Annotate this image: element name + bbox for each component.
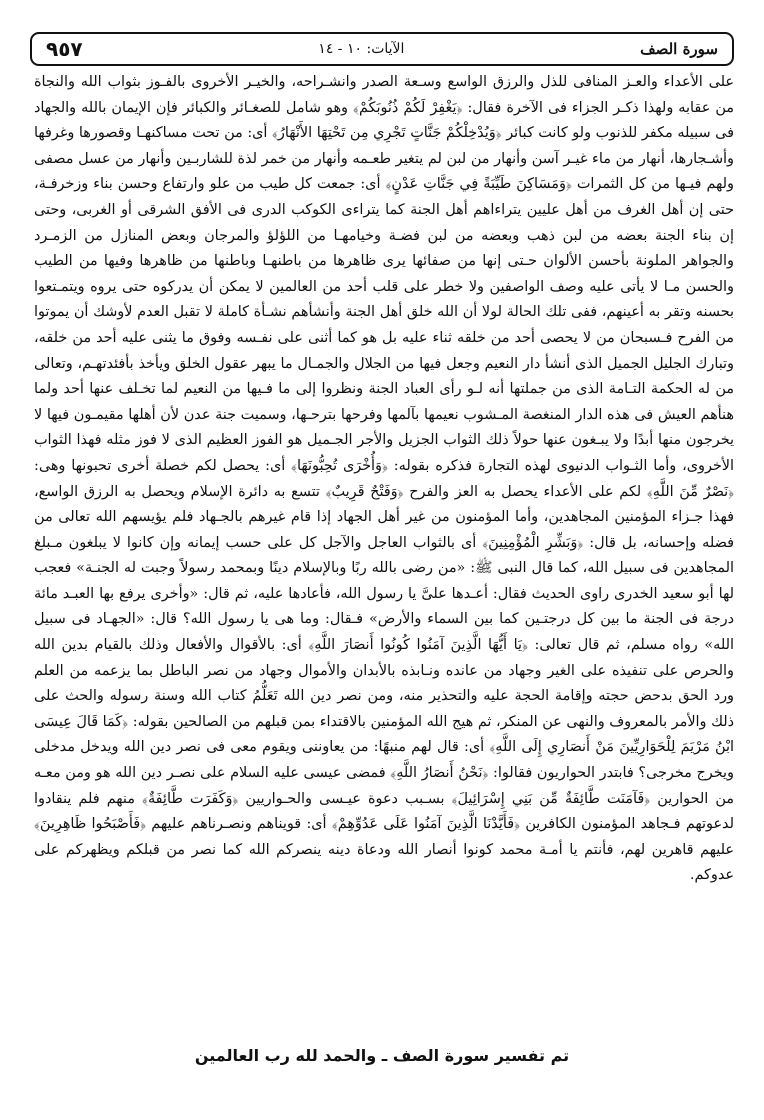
tafsir-paragraph: على الأعداء والعـز المنافى للذل والرزق الواسع وسـعة الصدر وانشـراحه، والخيـر الأخروى بالفـوز بثواب الله والنجاة من عقابه ولهذا ذكـر الجزاء فى الآخرة فقال: ﴿يَغْفِرْ لَكُمْ ذُنُوبَكُمْ﴾ وهو شامل للصغـائر والكبائر فإن الإيمان بالله والجهاد فى سبيله مكفر للذنوب ولو كانت كبائر ﴿وَيُدْخِلْكُمْ جَنَّاتٍ تَجْرِي مِن تَحْتِهَا الأَنْهَارُ﴾ أى: من تحت مساكنهـا وقصورها وغرفها وأشـجارها، أنهار من ماء غيـر آسن وأنهار من لبن لم يتغير طعـمه وأنهار من خمر لذة للشاربـين وأنهار من عسل مصفى ولهم فيـها من كل الثمرات ﴿وَمَسَاكِنَ طَيِّبَةً فِي جَنَّاتِ عَدْنٍ﴾ أى: جمعت كل طيب من علو وارتفاع وحسن بناء وزخرفـة، حتى إن أهل الغرف من أهل عليين يتراءاهم أهل الجنة كما يتراءى الكوكب الدرى فى الأفق الشرقى أو الغربى، وحتى إن بناء الجنة بعضه من لبن ذهب وبعضه من لبن فضـة وخيامهـا من اللؤلؤ والمرجان وبعض المنازل من الزمـرد والجواهر الملونة بأحسن الألوان حـتى إنها من صفائها يرى ظاهرها من باطنهـا وباطنها من ظاهرها وفيها من الطيب والحسن مـا لا يأتى عليه وصف الواصفين ولا خطر على قلب أحد من العالمين لا يمكن أن يدركوه حتى يروه ويتمـتعوا بحسنه وتقر به أعينهم، ففى تلك الحالة لولا أن الله خلق أهل الجنة وأنشأهم نشـأة كاملة لا تقبل العدم لأوشك أن يموتوا من الفرح فـسبحان من لا يحصى أحد من خلقه ثناء عليه بل هو كما أثنى على نفـسه وفوق ما يثنى عليه أحد من خلقه، وتبارك الجليل الجميل الذى أنشأ دار النعيم وجعل فيها من الجلال والجمـال ما يبهر عقول الخلق ويأخذ بأفئدتهـم، وتعالى من له الحكمة التـامة الذى من جملتها أنه لـو رأى العباد الجنة ونظروا إلى ما فـيها من النعيم لما تخـلف عنها أحد ولما هنأهم العيش فى هذه الدار المنغصة المـشوب نعيمها بآلمها وفرحها بترحـها، وسميت جنة عدن لأن أهلها مقيمـون فيها لا يخرجون منها أبدًا ولا يبـغون عنها حولاً ذلك الثواب الجزيل والأجر الجـميل هو الفوز العظيم الذى لا فوز مثله فهذا الثواب الأخروى، وأما الثـواب الدنيوى لهذه التجارة فذكره بقوله: ﴿وَأُخْرَى تُحِبُّونَهَا﴾ أى: يحصل لكم خصلة أخرى تحبونها وهى: ﴿نَصْرٌ مِّنَ اللَّهِ﴾ لكم على الأعداء يحصل به العز والفرح ﴿وَفَتْحٌ قَرِيبٌ﴾ تتسع به دائرة الإسلام ويحصل به الرزق الواسع، فهذا جـزاء المؤمنين المجاهدين، وأما المؤمنون من غير أهل الجهاد إذا قام غيرهم بالجـهاد فلم يؤيسهم الله تعالى من فضله وإحسانه، بل قال: ﴿وَبَشِّرِ الْمُؤْمِنِينَ﴾ أى بالثواب العاجل والآجل كل على حسب إيمانه وإن كانوا لا يبلغون مـبلغ المجاهدين فى سبيل الله، كما قال النبى ﷺ: «من رضى بالله ربًا وبالإسلام دينًا وبمحمد رسولاً وجبت له الجنـة» فعجب لها أبو سعيد الخدرى راوى الحديث فقال: أعـدها علىَّ يا رسول الله، فأعادها عليه، ثم قال: «وأخرى يرفع بها العبـد مائة درجة فى الجنة ما بين كل درجتـين كما بين السماء والأرض» فـقال: وما هى يا رسول الله؟ قال: «الجهـاد فى سبيل الله» رواه مسلم، ثم قال تعالى: ﴿يَا أَيُّهَا الَّذِينَ آمَنُوا كُونُوا أَنصَارَ اللَّهِ﴾ أى: بالأقوال والأفعال وذلك بالقيام بدين الله والحرص على تنفيذه على الغير وجهاد من عانده ونـابذه بالأبدان والأموال وجهاد من نصر الباطل بما يزعمه من العلم ورد الحق بدحض حجته وإقامة الحجة عليه والتحذير منه، ومن نصر دين الله تَعَلُّمُ كتاب الله وسنة رسوله والحث على ذلك والأمر بالمعروف والنهى عن المنكر، ثم هيج الله المؤمنين بالاقتداء بمن قبلهم من الصالحين بقوله: ﴿كَمَا قَالَ عِيسَى ابْنُ مَرْيَمَ لِلْحَوَارِيِّينَ مَنْ أَنصَارِي إِلَى اللَّهِ﴾ أى: قال لهم منبهًا: من يعاوننى ويقوم معى فى نصر دين الله ويدخل مدخلى ويخرج مخرجى؟ فابتدر الحواريون فقالوا: ﴿نَحْنُ أَنصَارُ اللَّهِ﴾ فمضى عيسى عليه السلام على نصـر دين الله هو ومن معـه من الحوارين ﴿فَآمَنَت طَّائِفَةٌ مِّن بَنِي إِسْرَائِيلَ﴾ بسـبب دعوة عيـسى والحـواريين ﴿وَكَفَرَت طَّائِفَةٌ﴾ منهم فلم ينقادوا لدعوتهم فـجاهد المؤمنون الكافرين ﴿فَأَيَّدْنَا الَّذِينَ آمَنُوا عَلَى عَدُوِّهِمْ﴾ أى: قويناهم ونصـرناهم عليهم ﴿فَأَصْبَحُوا ظَاهِرِينَ﴾ عليهم قاهرين لهم، فأنتم يا أمـة محمد كونوا أنصار الله ودعاة دينه ينصركم الله كما نصر من قبلكم ويظهركم على عدوكم.	[34, 74, 734, 884]
page-number: ٩٥٧	[46, 37, 83, 61]
page-header	[30, 32, 734, 66]
verse-range: الآيات: ١٠ - ١٤	[318, 41, 405, 57]
closing-line: تم تفسير سورة الصف ـ والحمد لله رب العالمين	[194, 1046, 570, 1065]
tafsir-body	[34, 70, 734, 1038]
surah-title: سورة الصف	[640, 40, 718, 58]
